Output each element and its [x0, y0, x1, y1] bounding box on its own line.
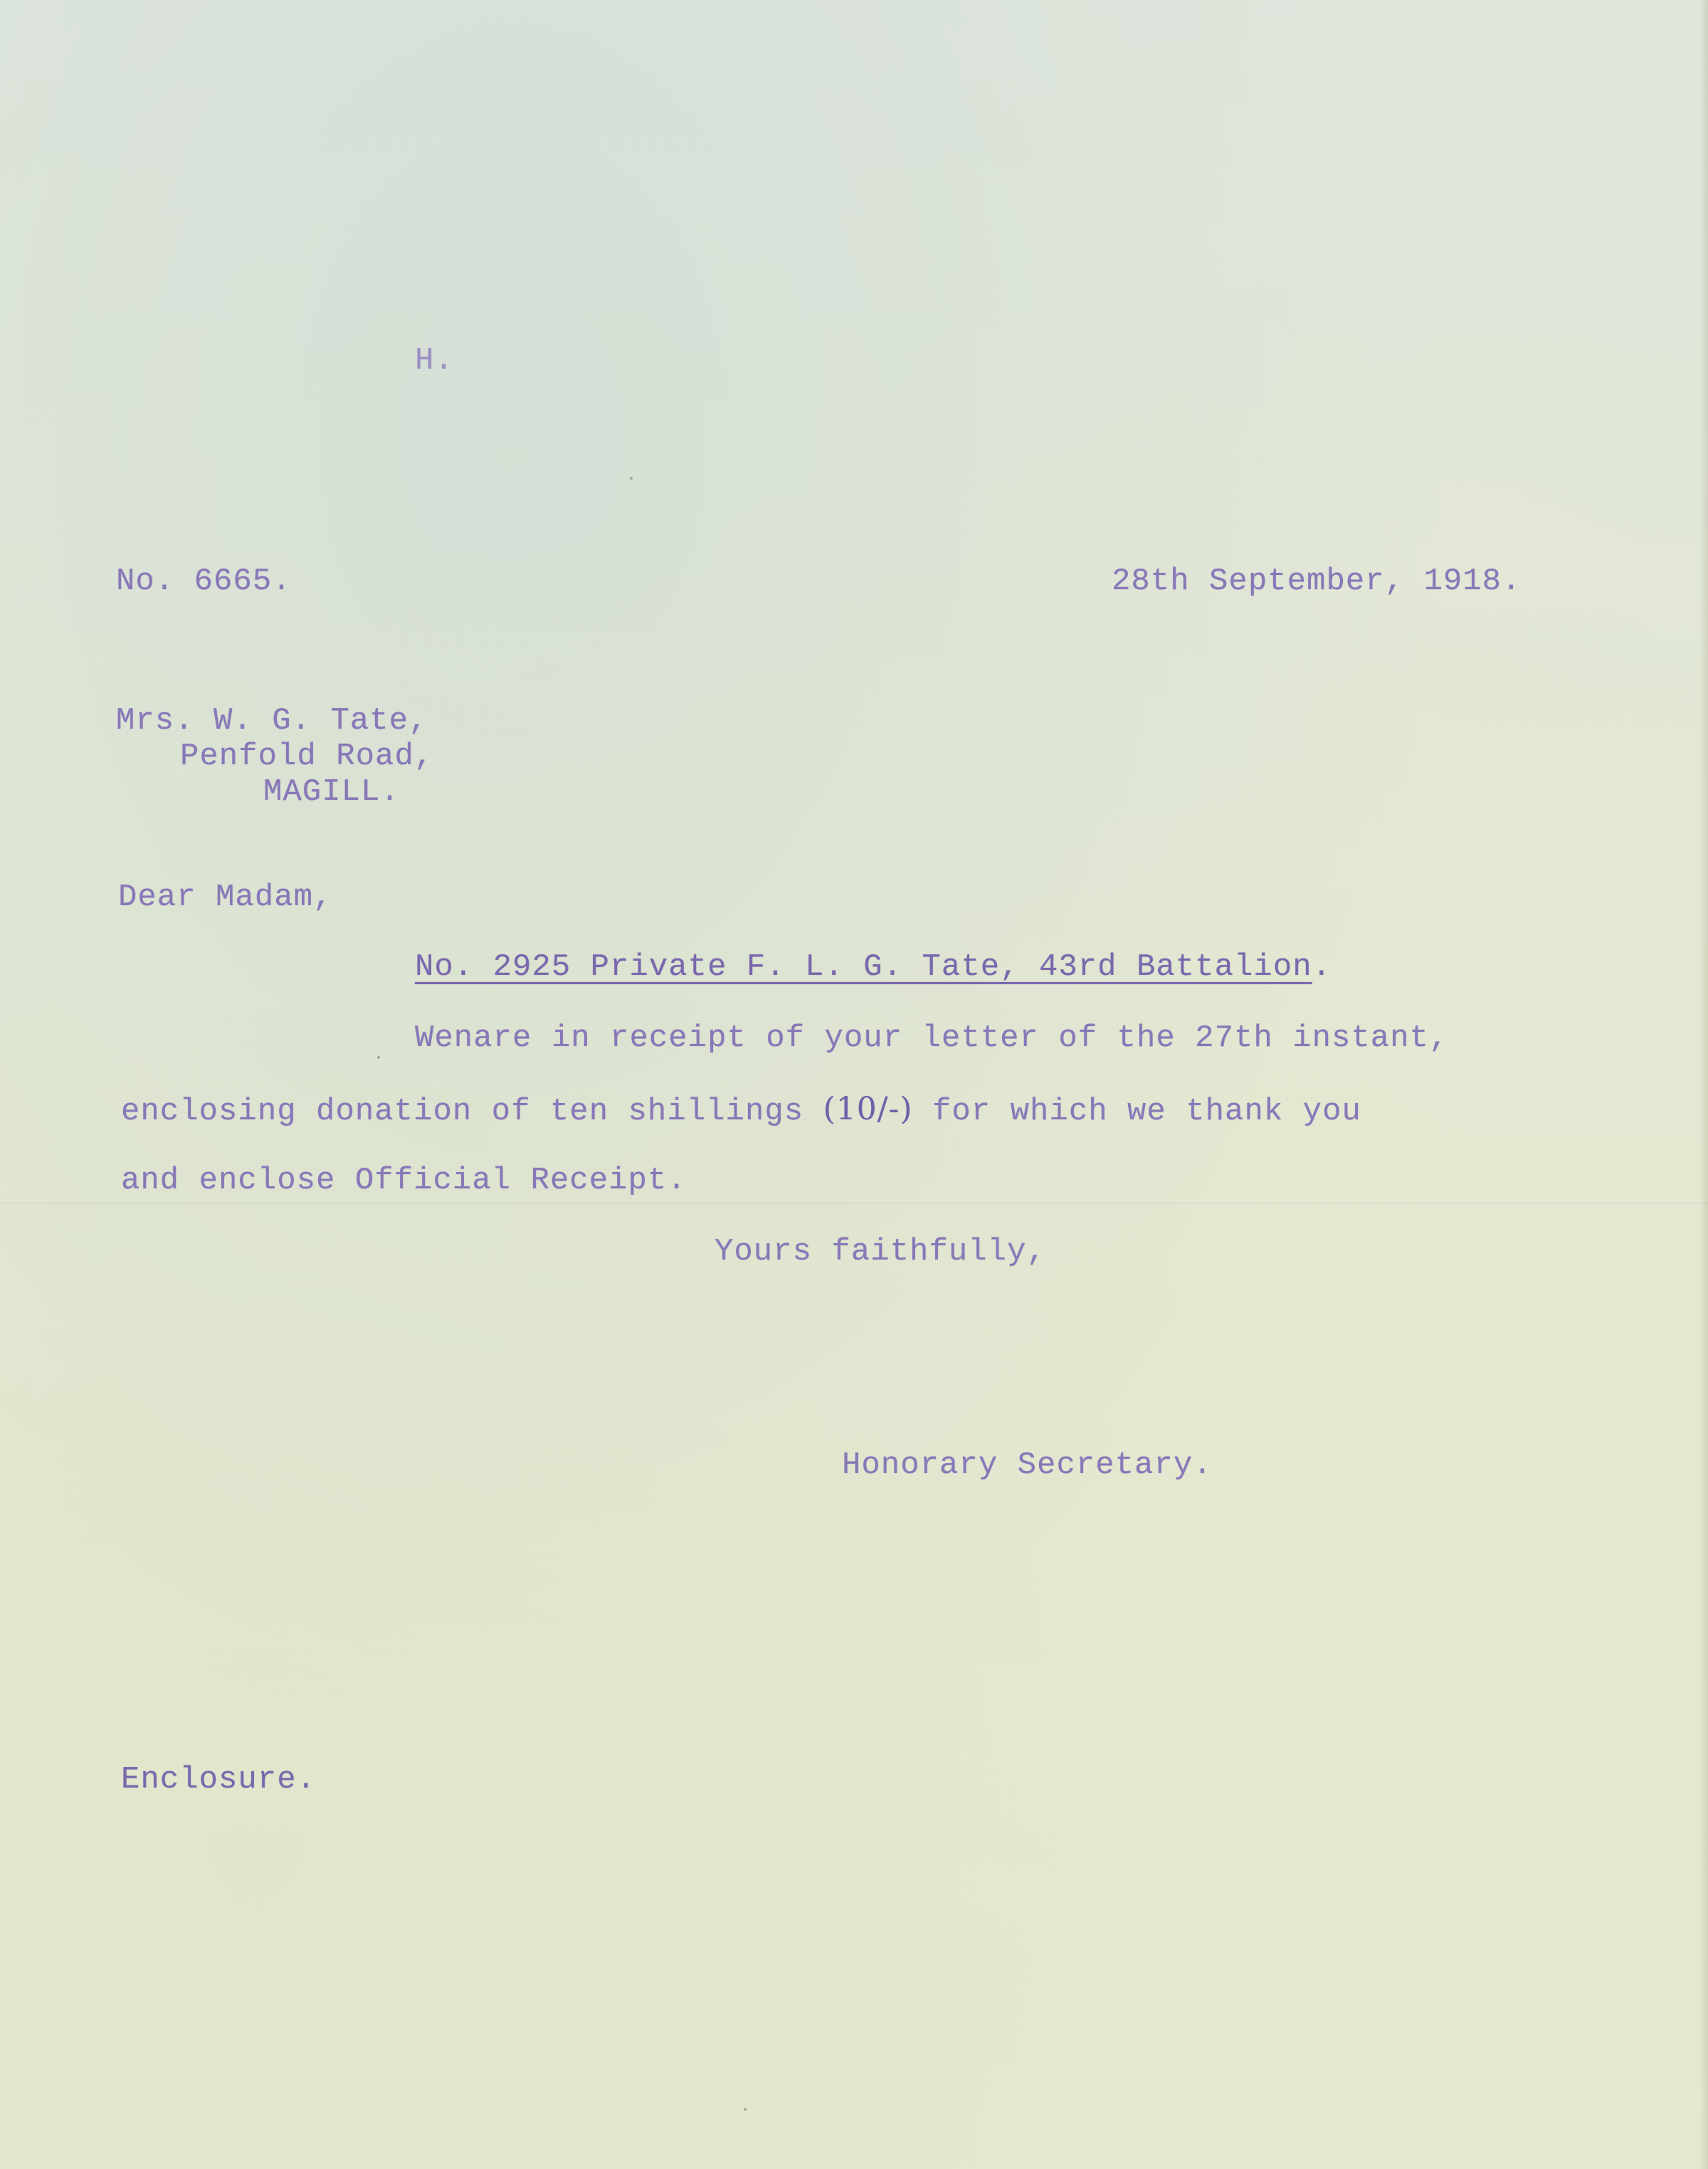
- subject-line: [415, 949, 1332, 985]
- paper-speck: [377, 1056, 380, 1059]
- enclosure-note: Enclosure.: [121, 1762, 317, 1798]
- body-line-2: [121, 1092, 1361, 1129]
- closing: Yours faithfully,: [715, 1234, 1046, 1270]
- paper-edge: [1699, 0, 1708, 2169]
- body-line-2-start: enclosing donation of ten shillings: [121, 1094, 823, 1129]
- recipient-street: Penfold Road,: [180, 739, 434, 774]
- recipient-name: Mrs. W. G. Tate,: [116, 703, 428, 739]
- paper-speck: [630, 477, 633, 480]
- letter-date: 28th September, 1918.: [1112, 564, 1522, 599]
- signatory-title: Honorary Secretary.: [842, 1447, 1213, 1483]
- file-initial: H.: [415, 343, 454, 379]
- paper-speck: [744, 2108, 747, 2111]
- reference-number: No. 6665.: [116, 564, 292, 599]
- paper-fold-line: [0, 1203, 1708, 1205]
- recipient-suburb: MAGILL.: [263, 774, 400, 810]
- handwritten-amount: (10/-): [823, 1091, 913, 1127]
- salutation: Dear Madam,: [118, 880, 333, 915]
- body-line-3: and enclose Official Receipt.: [121, 1163, 687, 1198]
- subject-period: .: [1312, 949, 1332, 985]
- subject-text: No. 2925 Private F. L. G. Tate, 43rd Battalion: [415, 949, 1312, 985]
- body-line-2-end: for which we thank you: [912, 1094, 1361, 1129]
- body-line-1: Wenare in receipt of your letter of the 27th instant,: [415, 1020, 1449, 1056]
